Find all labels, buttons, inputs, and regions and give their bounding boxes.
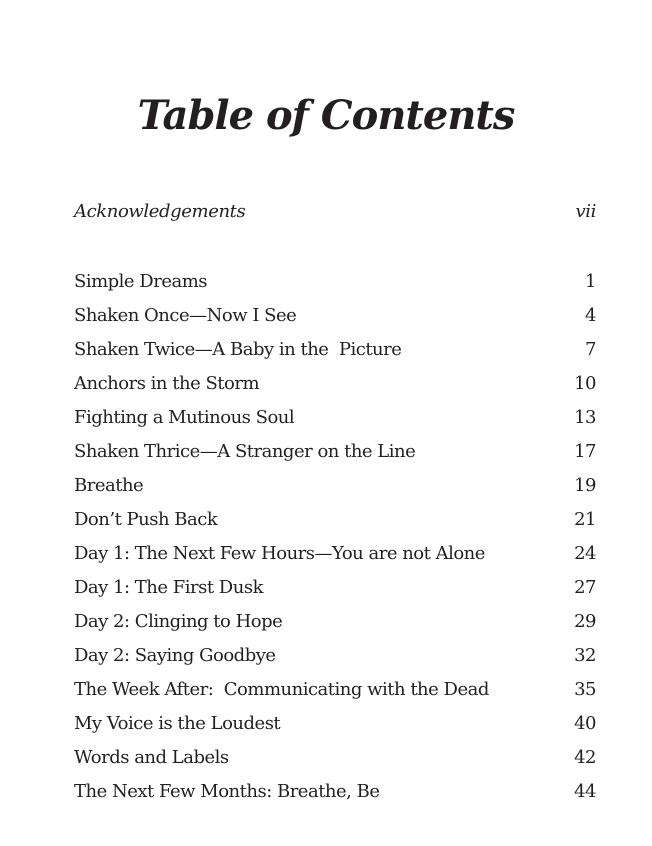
toc-entry-page: vii bbox=[575, 200, 596, 222]
toc-entry bbox=[74, 638, 596, 672]
toc-entry bbox=[74, 706, 596, 740]
toc-entry-title: Simple Dreams bbox=[74, 270, 208, 292]
toc-entry-page: 27 bbox=[574, 576, 596, 598]
toc-entry bbox=[74, 604, 596, 638]
toc-list bbox=[74, 264, 596, 808]
toc-entry-page: 35 bbox=[574, 678, 596, 700]
toc-entry-title: Day 2: Clinging to Hope bbox=[74, 610, 283, 632]
toc-entry-title: Breathe bbox=[74, 474, 144, 496]
toc-entry bbox=[74, 332, 596, 366]
toc-entry bbox=[74, 774, 596, 808]
toc-entry bbox=[74, 740, 596, 774]
page-title: Table of Contents bbox=[137, 92, 515, 139]
toc-entry-page: 17 bbox=[574, 440, 596, 462]
toc-entry-page: 1 bbox=[585, 270, 596, 292]
toc-entry-title: My Voice is the Loudest bbox=[74, 712, 281, 734]
toc-entry-page: 7 bbox=[585, 338, 596, 360]
toc-entry-title: Day 1: The Next Few Hours—You are not Alone bbox=[74, 542, 485, 564]
toc-entry-page: 44 bbox=[574, 780, 596, 802]
toc-entry-title: Day 1: The First Dusk bbox=[74, 576, 263, 598]
toc-entry-page: 29 bbox=[574, 610, 596, 632]
toc-entry-page: 19 bbox=[574, 474, 596, 496]
toc-entry bbox=[74, 536, 596, 570]
toc-entry-page: 4 bbox=[585, 304, 596, 326]
toc-entry-page: 42 bbox=[574, 746, 596, 768]
toc-entry bbox=[74, 400, 596, 434]
toc-entry bbox=[74, 264, 596, 298]
toc-entry-page: 40 bbox=[574, 712, 596, 734]
toc-entry-title: Shaken Twice—A Baby in the Picture bbox=[74, 338, 402, 360]
toc-entry bbox=[74, 434, 596, 468]
toc-entry-title: The Next Few Months: Breathe, Be bbox=[74, 780, 380, 802]
toc-entry bbox=[74, 570, 596, 604]
toc-entry-title: Shaken Thrice—A Stranger on the Line bbox=[74, 440, 416, 462]
toc-entry-page: 32 bbox=[574, 644, 596, 666]
toc-entry-title: Don’t Push Back bbox=[74, 508, 218, 530]
toc-entry-title: Shaken Once—Now I See bbox=[74, 304, 297, 326]
toc-entry-title: The Week After: Communicating with the Dead bbox=[74, 678, 489, 700]
toc-entry bbox=[74, 298, 596, 332]
toc-entry-title: Words and Labels bbox=[74, 746, 229, 768]
toc-entry-title: Anchors in the Storm bbox=[74, 372, 260, 394]
toc-entry bbox=[74, 468, 596, 502]
toc-entry-page: 21 bbox=[574, 508, 596, 530]
toc-entry-page: 13 bbox=[574, 406, 596, 428]
toc-entry bbox=[74, 366, 596, 400]
toc-entry-page: 24 bbox=[574, 542, 596, 564]
toc-entry-page: 10 bbox=[574, 372, 596, 394]
toc-entry-title: Acknowledgements bbox=[74, 200, 246, 222]
toc-entry-title: Day 2: Saying Goodbye bbox=[74, 644, 276, 666]
toc-entry bbox=[74, 672, 596, 706]
toc-entry-acknowledgements bbox=[74, 197, 596, 225]
toc-entry bbox=[74, 502, 596, 536]
toc-entry-title: Fighting a Mutinous Soul bbox=[74, 406, 295, 428]
